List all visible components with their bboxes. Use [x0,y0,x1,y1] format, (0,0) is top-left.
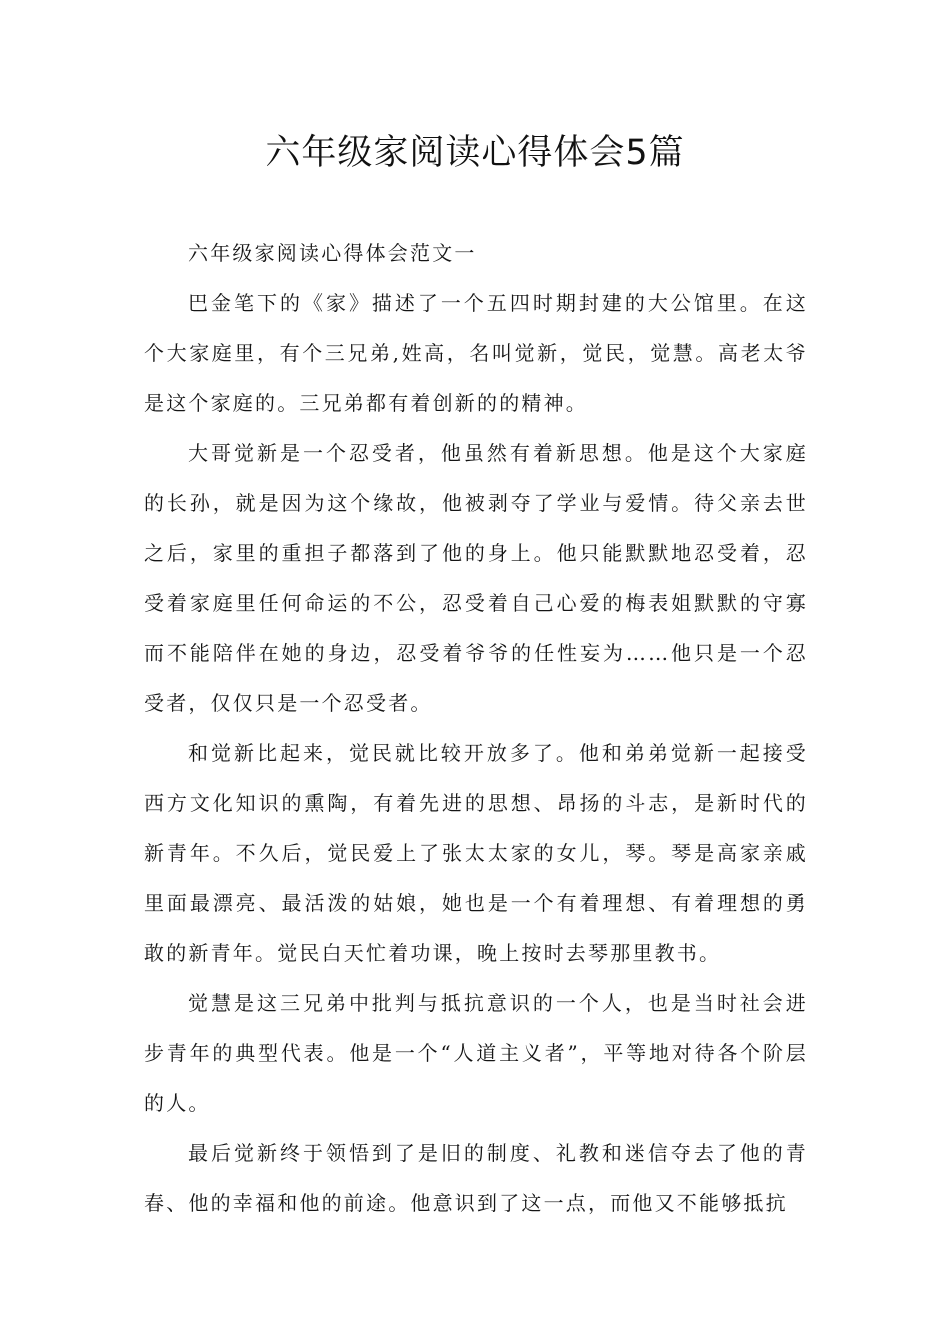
section-heading: 六年级家阅读心得体会范文一 [188,241,477,265]
paragraph-4: 觉慧是这三兄弟中批判与抵抗意识的一个人，也是当时社会进步青年的典型代表。他是一个“人道主义者”，平等地对待各个阶层的人。 [144,991,808,1115]
paragraph-5: 最后觉新终于领悟到了是旧的制度、礼教和迷信夺去了他的青春、他的幸福和他的前途。他意识到了这一点，而他又不能够抵抗 [144,1141,808,1215]
paragraph-1: 巴金笔下的《家》描述了一个五四时期封建的大公馆里。在这个大家庭里，有个三兄弟,姓高，名叫觉新，觉民，觉慧。高老太爷是这个家庭的。三兄弟都有着创新的的精神。 [144,291,808,415]
paragraph-3: 和觉新比起来，觉民就比较开放多了。他和弟弟觉新一起接受西方文化知识的熏陶，有着先进的思想、昂扬的斗志，是新时代的新青年。不久后，觉民爱上了张太太家的女儿，琴。琴是高家亲戚里面最漂亮、最活泼的姑娘，她也是一个有着理想、有着理想的勇敢的新青年。觉民白天忙着功课，晚上按时去琴那里教书。 [144,741,808,965]
document-title: 六年级家阅读心得体会5篇 [265,133,685,173]
document-body [144,228,808,1228]
paragraph-2: 大哥觉新是一个忍受者，他虽然有着新思想。他是这个大家庭的长孙，就是因为这个缘故，他被剥夺了学业与爱情。待父亲去世之后，家里的重担子都落到了他的身上。他只能默默地忍受着，忍受着家庭里任何命运的不公，忍受着自己心爱的梅表姐默默的守寡而不能陪伴在她的身边，忍受着爷爷的任性妄为……他只是一个忍受者，仅仅只是一个忍受者。 [144,441,808,715]
